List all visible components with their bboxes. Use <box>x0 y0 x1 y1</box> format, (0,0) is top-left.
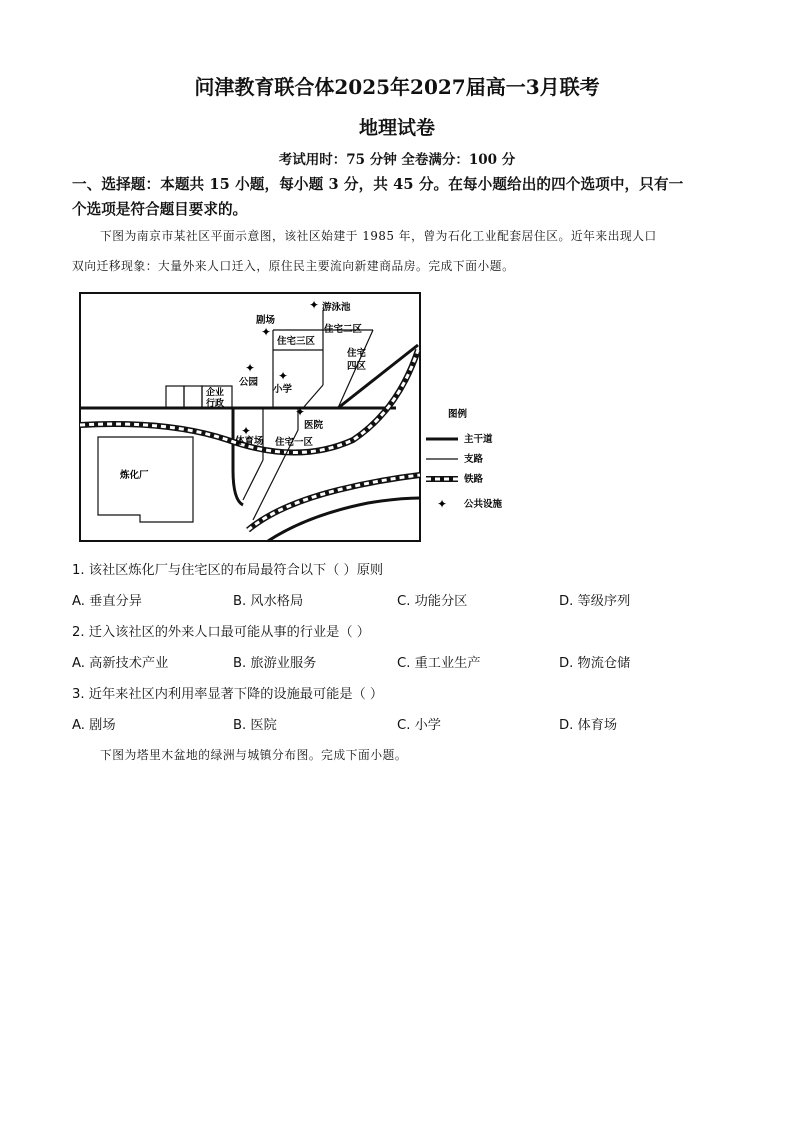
label-res4b: 四区 <box>347 361 367 372</box>
question-3-option-a[interactable]: A. 剧场 <box>72 718 116 733</box>
label-hospital: 医院 <box>304 420 324 431</box>
legend-title: 图例 <box>448 409 468 420</box>
label-refinery: 炼化厂 <box>120 470 149 481</box>
question-2-stem: 2. 迁入该社区的外来人口最可能从事的行业是（ ） <box>72 625 370 640</box>
legend-main-road: 主干道 <box>464 434 493 445</box>
svg-text:✦: ✦ <box>436 497 448 511</box>
question-3-option-d[interactable]: D. 体育场 <box>559 718 618 733</box>
svg-text:✦: ✦ <box>294 405 306 419</box>
svg-text:✦: ✦ <box>308 298 320 312</box>
label-res4a: 住宅 <box>347 348 367 359</box>
label-school: 小学 <box>273 384 293 395</box>
legend-public: 公共设施 <box>464 499 503 510</box>
question-1-option-b[interactable]: B. 风水格局 <box>233 594 304 609</box>
question-2-option-c[interactable]: C. 重工业生产 <box>397 656 481 671</box>
svg-text:✦: ✦ <box>260 325 272 339</box>
passage2-line1: 下图为塔里木盆地的绿洲与城镇分布图。完成下面小题。 <box>100 748 408 762</box>
svg-text:✦: ✦ <box>277 369 289 383</box>
question-2-option-a[interactable]: A. 高新技术产业 <box>72 656 169 671</box>
label-park: 公园 <box>239 377 259 388</box>
question-3-stem: 3. 近年来社区内利用率显著下降的设施最可能是（ ） <box>72 687 384 702</box>
community-map <box>78 290 508 544</box>
svg-text:✦: ✦ <box>244 361 256 375</box>
question-1-option-a[interactable]: A. 垂直分异 <box>72 594 142 609</box>
legend-branch-road: 支路 <box>464 454 484 465</box>
main-road-vertical <box>233 408 243 505</box>
label-admin-b: 行政 <box>206 399 225 409</box>
label-theater: 剧场 <box>256 315 276 326</box>
label-stadium: 体育场 <box>235 436 264 447</box>
question-3-option-b[interactable]: B. 医院 <box>233 718 277 733</box>
label-pool: 游泳池 <box>322 302 351 313</box>
question-3-option-c[interactable]: C. 小学 <box>397 718 441 733</box>
question-1-stem: 1. 该社区炼化厂与住宅区的布局最符合以下（ ）原则 <box>72 563 384 578</box>
label-admin-a: 企业 <box>206 388 225 398</box>
question-1-option-d[interactable]: D. 等级序列 <box>559 594 631 609</box>
passage1-line1: 下图为南京市某社区平面示意图，该社区始建于 1985 年，曾为石化工业配套居住区。近年来出现人口 <box>100 229 657 243</box>
question-1-option-c[interactable]: C. 功能分区 <box>397 594 468 609</box>
question-2-option-d[interactable]: D. 物流仓储 <box>559 656 631 671</box>
exam-subject: 地理试卷 <box>358 117 435 139</box>
section-heading-line2: 个选项是符合题目要求的。 <box>72 201 248 218</box>
passage1-line2: 双向迁移现象：大量外来人口迁入，原住民主要流向新建商品房。完成下面小题。 <box>72 259 515 273</box>
exam-meta: 考试用时：75 分钟 全卷满分：100 分 <box>278 152 516 168</box>
svg-text:✦: ✦ <box>240 424 252 438</box>
label-res3: 住宅三区 <box>277 336 316 347</box>
exam-title: 问津教育联合体2025年2027届高一3月联考 <box>194 75 600 99</box>
label-res2: 住宅二区 <box>324 324 363 335</box>
railway-lower <box>248 475 420 530</box>
label-res1: 住宅一区 <box>275 437 314 448</box>
section-heading-line1: 一、选择题：本题共 15 小题，每小题 3 分，共 45 分。在每小题给出的四个选项中，只有一 <box>72 176 684 193</box>
legend-railway: 铁路 <box>464 474 484 485</box>
question-2-option-b[interactable]: B. 旅游业服务 <box>233 656 317 671</box>
